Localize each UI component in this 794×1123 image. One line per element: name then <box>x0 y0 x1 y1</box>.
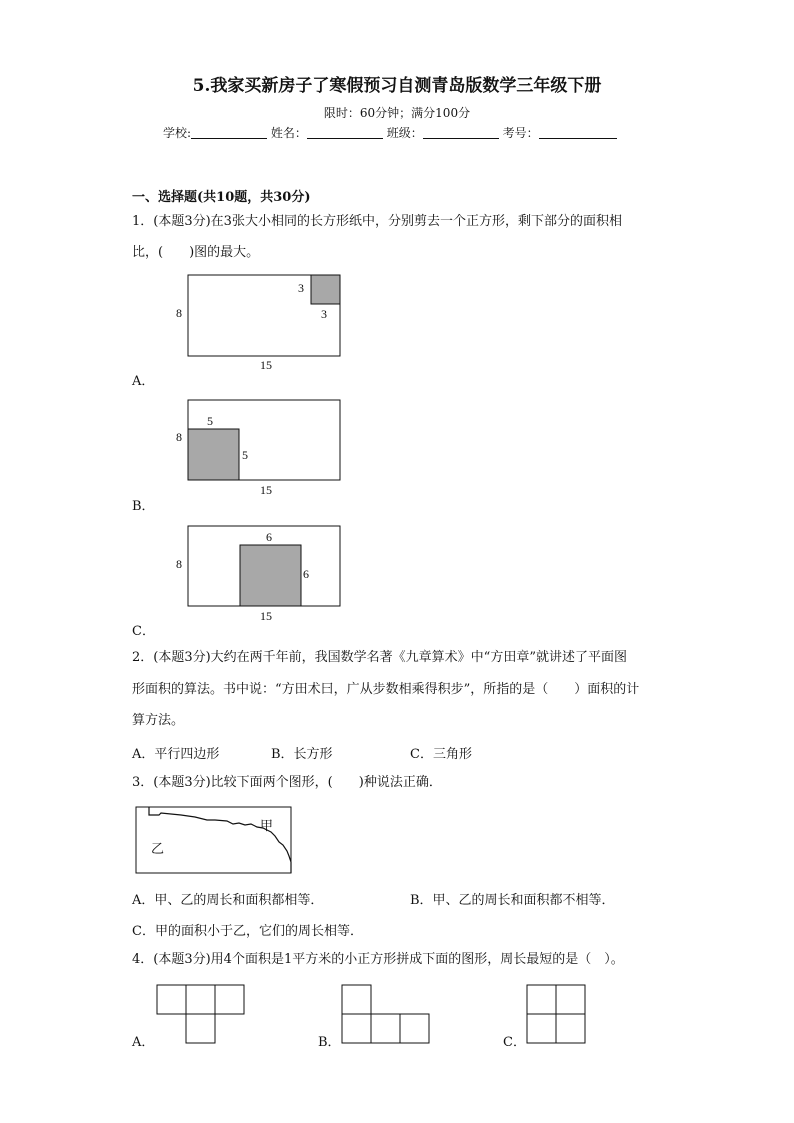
q1-figure-b <box>170 398 360 503</box>
exam-no-label: 考号： <box>502 126 539 140</box>
q2-text-line1: 2．(本题3分)大约在两千年前，我国数学名著《九章算术》中“方田章”就讲述了平面图 <box>132 650 627 665</box>
cut-square <box>311 275 340 304</box>
figure-border <box>136 807 291 873</box>
unit-square <box>556 1014 585 1043</box>
region-yi-label: 乙 <box>151 841 165 856</box>
q2-text-line2: 形面积的算法。书中说：“方田术曰，广从步数相乘得积步”，所指的是（ ）面积的计 <box>132 682 640 697</box>
cut-square <box>240 545 301 606</box>
q3-figure <box>135 806 295 876</box>
q3-option-c[interactable]: C．甲的面积小于乙，它们的周长相等． <box>132 924 363 939</box>
height-label: 8 <box>176 430 182 444</box>
q4-option-c-label[interactable]: C． <box>503 1035 526 1050</box>
cut-side-label: 3 <box>321 307 327 321</box>
time-limit: 限时：60分钟；满分100分 <box>323 106 471 120</box>
q4-option-b-label[interactable]: B． <box>318 1035 341 1050</box>
q1-option-a-label[interactable]: A． <box>132 374 155 389</box>
school-blank[interactable] <box>191 126 267 139</box>
school-label: 学校: <box>163 126 192 140</box>
q2-option-a[interactable]: A．平行四边形 <box>132 747 220 762</box>
unit-square <box>186 1014 215 1043</box>
unit-square <box>371 1014 400 1043</box>
unit-square <box>527 1014 556 1043</box>
unit-square <box>556 985 585 1014</box>
q1-text-line1: 1．(本题3分)在3张大小相同的长方形纸中，分别剪去一个正方形，剩下部分的面积相 <box>132 214 622 229</box>
q4-option-a-label[interactable]: A． <box>132 1035 155 1050</box>
q2-option-b[interactable]: B．长方形 <box>271 747 333 762</box>
section-title: 一、选择题(共10题，共30分) <box>132 190 311 205</box>
unit-square <box>342 1014 371 1043</box>
student-info-row <box>163 124 617 141</box>
q4-figure-b <box>341 984 433 1046</box>
name-blank[interactable] <box>307 126 383 139</box>
q2-text-line3: 算方法。 <box>132 713 185 728</box>
cut-top-label: 6 <box>266 530 272 544</box>
unit-square <box>400 1014 429 1043</box>
name-label: 姓名： <box>270 126 307 140</box>
unit-square <box>527 985 556 1014</box>
class-label: 班级： <box>386 126 423 140</box>
width-label: 15 <box>260 483 272 497</box>
q4-figure-a <box>156 984 248 1046</box>
height-label: 8 <box>176 306 182 320</box>
height-label: 8 <box>176 557 182 571</box>
q3-option-b[interactable]: B．甲、乙的周长和面积都不相等． <box>410 893 615 908</box>
cut-side-label: 5 <box>242 448 248 462</box>
q4-figure-c <box>526 984 590 1046</box>
cut-side-label: 6 <box>303 567 309 581</box>
unit-square <box>186 985 215 1014</box>
q1-figure-c <box>170 524 360 629</box>
cut-square <box>188 429 239 480</box>
q3-option-a[interactable]: A．甲、乙的周长和面积都相等． <box>132 893 324 908</box>
width-label: 15 <box>260 358 272 372</box>
q1-option-c-label[interactable]: C． <box>132 624 155 639</box>
page-title: 5.我家买新房子了寒假预习自测青岛版数学三年级下册 <box>192 76 602 96</box>
class-blank[interactable] <box>423 126 499 139</box>
q1-figure-a <box>170 272 360 377</box>
q2-option-c[interactable]: C．三角形 <box>410 747 472 762</box>
unit-square <box>342 985 371 1014</box>
region-jia-label: 甲 <box>260 818 274 833</box>
q3-text-line1: 3．(本题3分)比较下面两个图形，( )种说法正确． <box>132 775 442 790</box>
cut-top-label: 3 <box>298 281 304 295</box>
width-label: 15 <box>260 609 272 623</box>
unit-square <box>157 985 186 1014</box>
exam-no-blank[interactable] <box>539 126 617 139</box>
q4-text-line1: 4．(本题3分)用4个面积是1平方米的小正方形拼成下面的图形，周长最短的是（ ）。 <box>132 952 624 967</box>
cut-top-label: 5 <box>207 414 213 428</box>
unit-square <box>215 985 244 1014</box>
q1-option-b-label[interactable]: B． <box>132 499 155 514</box>
q1-text-line2: 比，( )图的最大。 <box>132 245 260 260</box>
